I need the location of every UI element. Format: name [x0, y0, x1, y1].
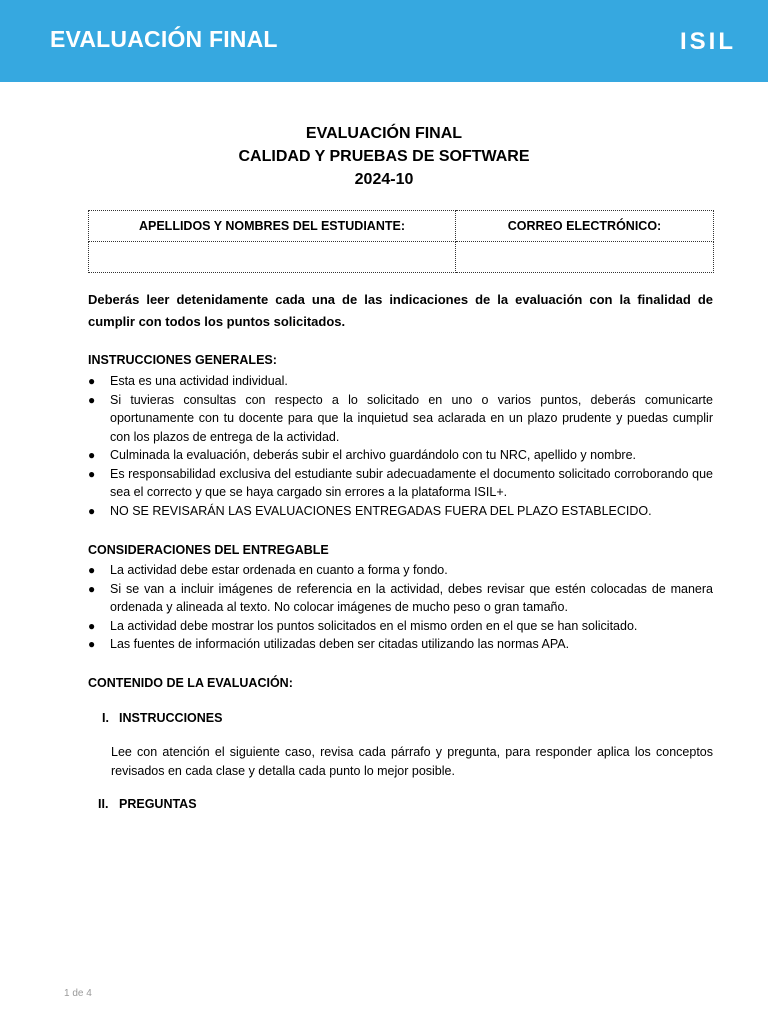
title-line-3: 2024-10 — [354, 171, 414, 188]
list-item: ● Si se van a incluir imágenes de referencia en la actividad, debes revisar que estén colocadas de manera ordenada y alineada al texto. No colocar imágenes de mucho peso o gran tamaño. — [88, 581, 713, 614]
email-field[interactable] — [456, 242, 714, 273]
intro-paragraph: Deberás leer detenidamente cada una de las indicaciones de la evaluación con la finalidad de cumplir con todos los puntos solicitados. — [88, 292, 713, 329]
general-instructions-heading: INSTRUCCIONES GENERALES: — [88, 353, 277, 367]
table-input-row — [89, 242, 714, 273]
bullet-icon: ● — [88, 448, 96, 462]
general-instructions-list — [88, 372, 713, 520]
bullet-icon: ● — [88, 374, 96, 388]
section-2-number: II. — [98, 797, 109, 811]
deliverable-heading: CONSIDERACIONES DEL ENTREGABLE — [88, 543, 329, 557]
list-item: ● La actividad debe mostrar los puntos solicitados en el mismo orden en el que se han solicitado. — [88, 617, 713, 636]
content-heading: CONTENIDO DE LA EVALUACIÓN: — [88, 676, 293, 690]
section-2-title: PREGUNTAS — [119, 797, 197, 811]
list-item: ● Si tuvieras consultas con respecto a lo solicitado en uno o varios puntos, deberás comunicarte oportunamente con tu docente para que la inquietud sea aclarada en un plazo prudente y puedas cumplir con los plazos de entrega de la actividad. — [88, 392, 713, 444]
student-name-field[interactable] — [89, 242, 456, 273]
banner-title: EVALUACIÓN FINAL — [50, 26, 278, 52]
bullet-icon: ● — [88, 637, 96, 651]
title-line-1: EVALUACIÓN FINAL — [305, 125, 463, 142]
section-1-text: Lee con atención el siguiente caso, revisa cada párrafo y pregunta, para responder aplica los conceptos revisados en cada clase y detalla cada punto lo mejor posible. — [111, 745, 713, 778]
table-header-row — [89, 211, 714, 242]
list-item: ● Las fuentes de información utilizadas deben ser citadas utilizando las normas APA. — [88, 635, 713, 654]
section-1-title: INSTRUCCIONES — [119, 711, 223, 725]
list-item: ● La actividad debe estar ordenada en cuanto a forma y fondo. — [88, 561, 713, 580]
bullet-icon: ● — [88, 618, 96, 633]
bullet-icon: ● — [88, 503, 96, 518]
document-title — [0, 122, 768, 191]
title-line-2: CALIDAD Y PRUEBAS DE SOFTWARE — [238, 148, 530, 165]
header-banner — [0, 0, 768, 82]
section-1-number: I. — [102, 711, 109, 725]
list-item: ● Culminada la evaluación, deberás subir el archivo guardándolo con tu NRC, apellido y nombre. — [88, 446, 713, 465]
student-info-table — [88, 210, 714, 273]
isil-logo: ISIL — [679, 28, 736, 55]
bullet-icon: ● — [88, 466, 96, 481]
deliverable-list — [88, 561, 713, 654]
student-name-header: APELLIDOS Y NOMBRES DEL ESTUDIANTE: — [89, 211, 456, 242]
page-number: 1 de 4 — [64, 988, 92, 999]
list-item: ● Es responsabilidad exclusiva del estudiante subir adecuadamente el documento solicitado corroborando que sea el correcto y que se haya cargado sin errores a la plataforma ISIL+. — [88, 466, 713, 499]
bullet-icon: ● — [88, 581, 96, 596]
list-item: ● Esta es una actividad individual. — [88, 372, 713, 391]
list-item: ● NO SE REVISARÁN LAS EVALUACIONES ENTREGADAS FUERA DEL PLAZO ESTABLECIDO. — [88, 502, 713, 521]
bullet-icon: ● — [88, 392, 96, 407]
bullet-icon: ● — [88, 563, 96, 577]
email-header: CORREO ELECTRÓNICO: — [456, 211, 714, 242]
